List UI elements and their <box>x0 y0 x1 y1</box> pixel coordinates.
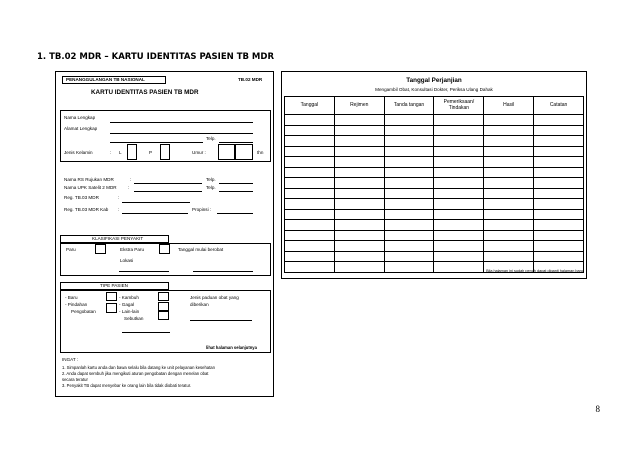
table-cell[interactable] <box>534 230 584 241</box>
table-cell[interactable] <box>285 115 335 126</box>
table-cell[interactable] <box>534 157 584 168</box>
reg-tb03-kab-colon: : <box>118 207 120 212</box>
nama-lengkap-label: Nama Lengkap <box>64 115 96 120</box>
tanggal-mulai-label: Tanggal mulai berobat <box>178 247 224 252</box>
lain-checkbox[interactable] <box>158 311 169 320</box>
table-cell[interactable] <box>334 230 384 241</box>
kambuh-checkbox[interactable] <box>158 292 169 301</box>
table-cell[interactable] <box>384 251 434 262</box>
table-row <box>285 125 584 136</box>
card-title: KARTU IDENTITAS PASIEN TB MDR <box>91 89 199 96</box>
ingat-item-2-cont: secara teratur <box>62 377 88 382</box>
ingat-item-1: 1. Simpanlah kartu anda dan bawa selalu bila datang ke unit pelayanan kesehatan <box>62 365 215 370</box>
alamat-line-2[interactable] <box>110 142 203 143</box>
table-row <box>285 178 584 189</box>
nama-rs-colon: : <box>130 177 132 182</box>
table-cell[interactable] <box>534 199 584 210</box>
table-row <box>285 209 584 220</box>
table-cell[interactable] <box>484 220 534 231</box>
appointment-title: Tanggal Perjanjian <box>406 77 462 84</box>
table-cell[interactable] <box>285 209 335 220</box>
table-cell[interactable] <box>484 241 534 252</box>
telp-label: Telp. <box>206 136 216 141</box>
thn-label: thn <box>257 150 264 155</box>
table-cell[interactable] <box>384 209 434 220</box>
alamat-line-1[interactable] <box>110 133 253 134</box>
appointment-table-wrap <box>284 96 584 273</box>
klasifikasi-title: KLASIFIKASI PENYAKIT <box>92 235 144 241</box>
table-cell[interactable] <box>534 241 584 252</box>
jenis-kelamin-label: Jenis Kelamin <box>64 150 93 155</box>
table-cell[interactable] <box>285 167 335 178</box>
table-cell[interactable] <box>484 115 534 126</box>
table-cell[interactable] <box>285 220 335 231</box>
paru-checkbox[interactable] <box>95 244 106 254</box>
card-code: TB.02 MDR <box>238 76 263 82</box>
gender-l-label: L <box>119 150 122 155</box>
table-cell[interactable] <box>334 199 384 210</box>
table-cell[interactable] <box>285 146 335 157</box>
table-cell[interactable] <box>484 209 534 220</box>
table-cell[interactable] <box>534 167 584 178</box>
identity-card <box>55 71 274 397</box>
table-cell[interactable] <box>384 230 434 241</box>
table-cell[interactable] <box>334 115 384 126</box>
table-cell[interactable] <box>384 157 434 168</box>
propinsi-label: Propinsi : <box>192 207 212 212</box>
table-cell[interactable] <box>384 199 434 210</box>
table-cell[interactable] <box>384 115 434 126</box>
table-cell[interactable] <box>534 115 584 126</box>
nama-lengkap-line[interactable] <box>110 122 253 123</box>
jenis-paduan-line[interactable] <box>190 320 252 321</box>
table-cell[interactable] <box>434 220 484 231</box>
table-cell[interactable] <box>434 209 484 220</box>
table-cell[interactable] <box>434 241 484 252</box>
page-heading: 1. TB.02 MDR – KARTU IDENTITAS PASIEN TB MDR <box>37 52 274 62</box>
appointment-table-body <box>285 115 584 273</box>
baru-checkbox[interactable] <box>106 292 117 301</box>
table-cell[interactable] <box>484 178 534 189</box>
table-row <box>285 220 584 231</box>
program-label: PENANGGULANGAN TB NASIONAL <box>66 76 145 82</box>
col-rejimen: Rejimen <box>334 97 384 115</box>
gender-p-label: P <box>149 150 153 155</box>
table-cell[interactable] <box>334 241 384 252</box>
ekstra-paru-label: Ekstra Paru <box>120 247 144 252</box>
table-cell[interactable] <box>434 199 484 210</box>
col-hasil: Hasil <box>484 97 534 115</box>
ingat-title: INGAT : <box>62 357 79 362</box>
table-row <box>285 167 584 178</box>
table-cell[interactable] <box>334 209 384 220</box>
alamat-lengkap-label: Alamat Lengkap <box>64 126 98 131</box>
lokasi-line[interactable] <box>119 271 169 272</box>
paru-label: Paru <box>66 247 76 252</box>
table-cell[interactable] <box>484 199 534 210</box>
nama-upk-colon: : <box>128 185 130 190</box>
table-cell[interactable] <box>334 167 384 178</box>
table-cell[interactable] <box>384 178 434 189</box>
table-cell[interactable] <box>484 230 534 241</box>
table-cell[interactable] <box>384 146 434 157</box>
table-cell[interactable] <box>484 167 534 178</box>
table-cell[interactable] <box>334 262 384 273</box>
table-cell[interactable] <box>534 209 584 220</box>
table-cell[interactable] <box>534 136 584 147</box>
jenis-paduan-label-1: Jenis paduan obat yang <box>190 295 239 300</box>
table-cell[interactable] <box>285 157 335 168</box>
table-row <box>285 251 584 262</box>
table-row <box>285 241 584 252</box>
gagal-checkbox[interactable] <box>158 302 169 311</box>
ekstra-paru-checkbox[interactable] <box>159 244 170 254</box>
reg-tb03-kab-line[interactable] <box>122 213 188 214</box>
age-box-2[interactable] <box>235 144 253 160</box>
table-cell[interactable] <box>484 188 534 199</box>
ingat-item-2: 2. Anda dapat sembuh jika mengikuti aturan pengobatan dengan menelan obat <box>62 371 209 376</box>
table-cell[interactable] <box>334 188 384 199</box>
table-cell[interactable] <box>384 241 434 252</box>
table-cell[interactable] <box>484 146 534 157</box>
umur-label: Umur : <box>192 150 206 155</box>
table-cell[interactable] <box>285 262 335 273</box>
table-cell[interactable] <box>285 178 335 189</box>
table-cell[interactable] <box>334 220 384 231</box>
propinsi-line[interactable] <box>217 213 253 214</box>
table-cell[interactable] <box>534 178 584 189</box>
table-cell[interactable] <box>334 125 384 136</box>
tipe-gagal-label: - Gagal <box>119 302 135 307</box>
telp-upk-label: Telp. <box>206 185 216 190</box>
gender-l-checkbox[interactable] <box>127 144 137 160</box>
table-cell[interactable] <box>285 136 335 147</box>
table-cell[interactable] <box>534 188 584 199</box>
reg-tb03-colon: : <box>118 195 120 200</box>
table-cell[interactable] <box>384 167 434 178</box>
page-number: 8 <box>595 404 600 414</box>
table-cell[interactable] <box>534 125 584 136</box>
tipe-pindahan-label: - Pindahan <box>65 302 88 307</box>
col-tanggal: Tanggal <box>285 97 335 115</box>
pindahan-checkbox[interactable] <box>106 303 117 313</box>
table-cell[interactable] <box>384 125 434 136</box>
table-cell[interactable] <box>285 125 335 136</box>
table-cell[interactable] <box>285 251 335 262</box>
jenis-paduan-label-2: diberikan <box>190 302 209 307</box>
telp-rs-line[interactable] <box>219 183 253 184</box>
table-cell[interactable] <box>434 125 484 136</box>
footer-note: Bila halaman ini sudah penuh dapat diganti halaman baru <box>486 269 583 273</box>
table-cell[interactable] <box>334 136 384 147</box>
table-cell[interactable] <box>334 251 384 262</box>
appointment-table <box>284 96 584 273</box>
table-cell[interactable] <box>434 157 484 168</box>
table-header-row <box>285 97 584 115</box>
tipe-baru-label: - Baru <box>65 295 78 300</box>
table-cell[interactable] <box>434 146 484 157</box>
table-cell[interactable] <box>484 251 534 262</box>
sebutkan-line[interactable] <box>122 332 170 333</box>
lokasi-label: Lokasi <box>120 258 134 263</box>
table-cell[interactable] <box>334 157 384 168</box>
ingat-item-3: 3. Penyakit TB dapat menyebar ke orang lain bila tidak diobati teratur. <box>62 383 192 388</box>
table-cell[interactable] <box>434 230 484 241</box>
nama-rs-line[interactable] <box>134 183 202 184</box>
tipe-kambuh-label: - Kambuh <box>119 295 139 300</box>
table-cell[interactable] <box>285 230 335 241</box>
nama-rs-label: Nama RS Rujukan MDR <box>64 177 114 182</box>
table-cell[interactable] <box>285 188 335 199</box>
table-cell[interactable] <box>285 199 335 210</box>
table-cell[interactable] <box>434 262 484 273</box>
appointment-card <box>281 71 587 279</box>
lihat-halaman-note: lihat halaman selanjutnya <box>206 345 257 350</box>
table-cell[interactable] <box>384 136 434 147</box>
table-cell[interactable] <box>534 220 584 231</box>
jenis-kelamin-colon: : <box>110 150 112 155</box>
table-cell[interactable] <box>484 125 534 136</box>
table-row <box>285 115 584 126</box>
tanggal-mulai-line[interactable] <box>193 271 253 272</box>
reg-tb03-kab-label: Reg. TB.03 MDR Kab <box>64 207 109 212</box>
telp-upk-line[interactable] <box>219 191 253 192</box>
table-row <box>285 199 584 210</box>
appointment-subtitle: Mengambil Obat, Konsultasi Dokter, Periksa Ulang Dahak <box>375 87 493 92</box>
table-row <box>285 157 584 168</box>
table-row <box>285 230 584 241</box>
col-pemeriksaan: Pemeriksaan/ Tindakan <box>434 97 484 115</box>
tipe-lain-label: - Lain-lain <box>119 309 140 314</box>
table-cell[interactable] <box>384 188 434 199</box>
table-cell[interactable] <box>484 157 534 168</box>
table-row <box>285 136 584 147</box>
table-cell[interactable] <box>334 146 384 157</box>
telp-line[interactable] <box>219 142 253 143</box>
tipe-sebutkan-label: Sebutkan <box>124 316 144 321</box>
table-cell[interactable] <box>434 188 484 199</box>
reg-tb03-line[interactable] <box>122 202 190 203</box>
tipe-title: TIPE PASIEN <box>100 282 128 288</box>
table-cell[interactable] <box>334 178 384 189</box>
table-cell[interactable] <box>484 136 534 147</box>
table-row <box>285 146 584 157</box>
col-tanda-tangan: Tanda tangan <box>384 97 434 115</box>
tipe-pengobatan-label: Pengobatan <box>71 309 96 314</box>
table-cell[interactable] <box>434 167 484 178</box>
table-cell[interactable] <box>434 178 484 189</box>
reg-tb03-label: Reg. TB.03 MDR <box>64 195 99 200</box>
gender-p-checkbox[interactable] <box>160 144 170 160</box>
table-cell[interactable] <box>534 146 584 157</box>
nama-upk-label: Nama UPK Satelit 2 MDR <box>64 185 117 190</box>
table-cell[interactable] <box>434 136 484 147</box>
table-row <box>285 188 584 199</box>
table-cell[interactable] <box>384 262 434 273</box>
table-cell[interactable] <box>285 241 335 252</box>
table-cell[interactable] <box>534 251 584 262</box>
table-cell[interactable] <box>434 251 484 262</box>
nama-upk-line[interactable] <box>134 191 202 192</box>
table-cell[interactable] <box>384 220 434 231</box>
table-cell[interactable] <box>434 115 484 126</box>
age-box-1[interactable] <box>218 144 235 160</box>
telp-rs-label: Telp. <box>206 177 216 182</box>
col-catatan: Catatan <box>534 97 584 115</box>
